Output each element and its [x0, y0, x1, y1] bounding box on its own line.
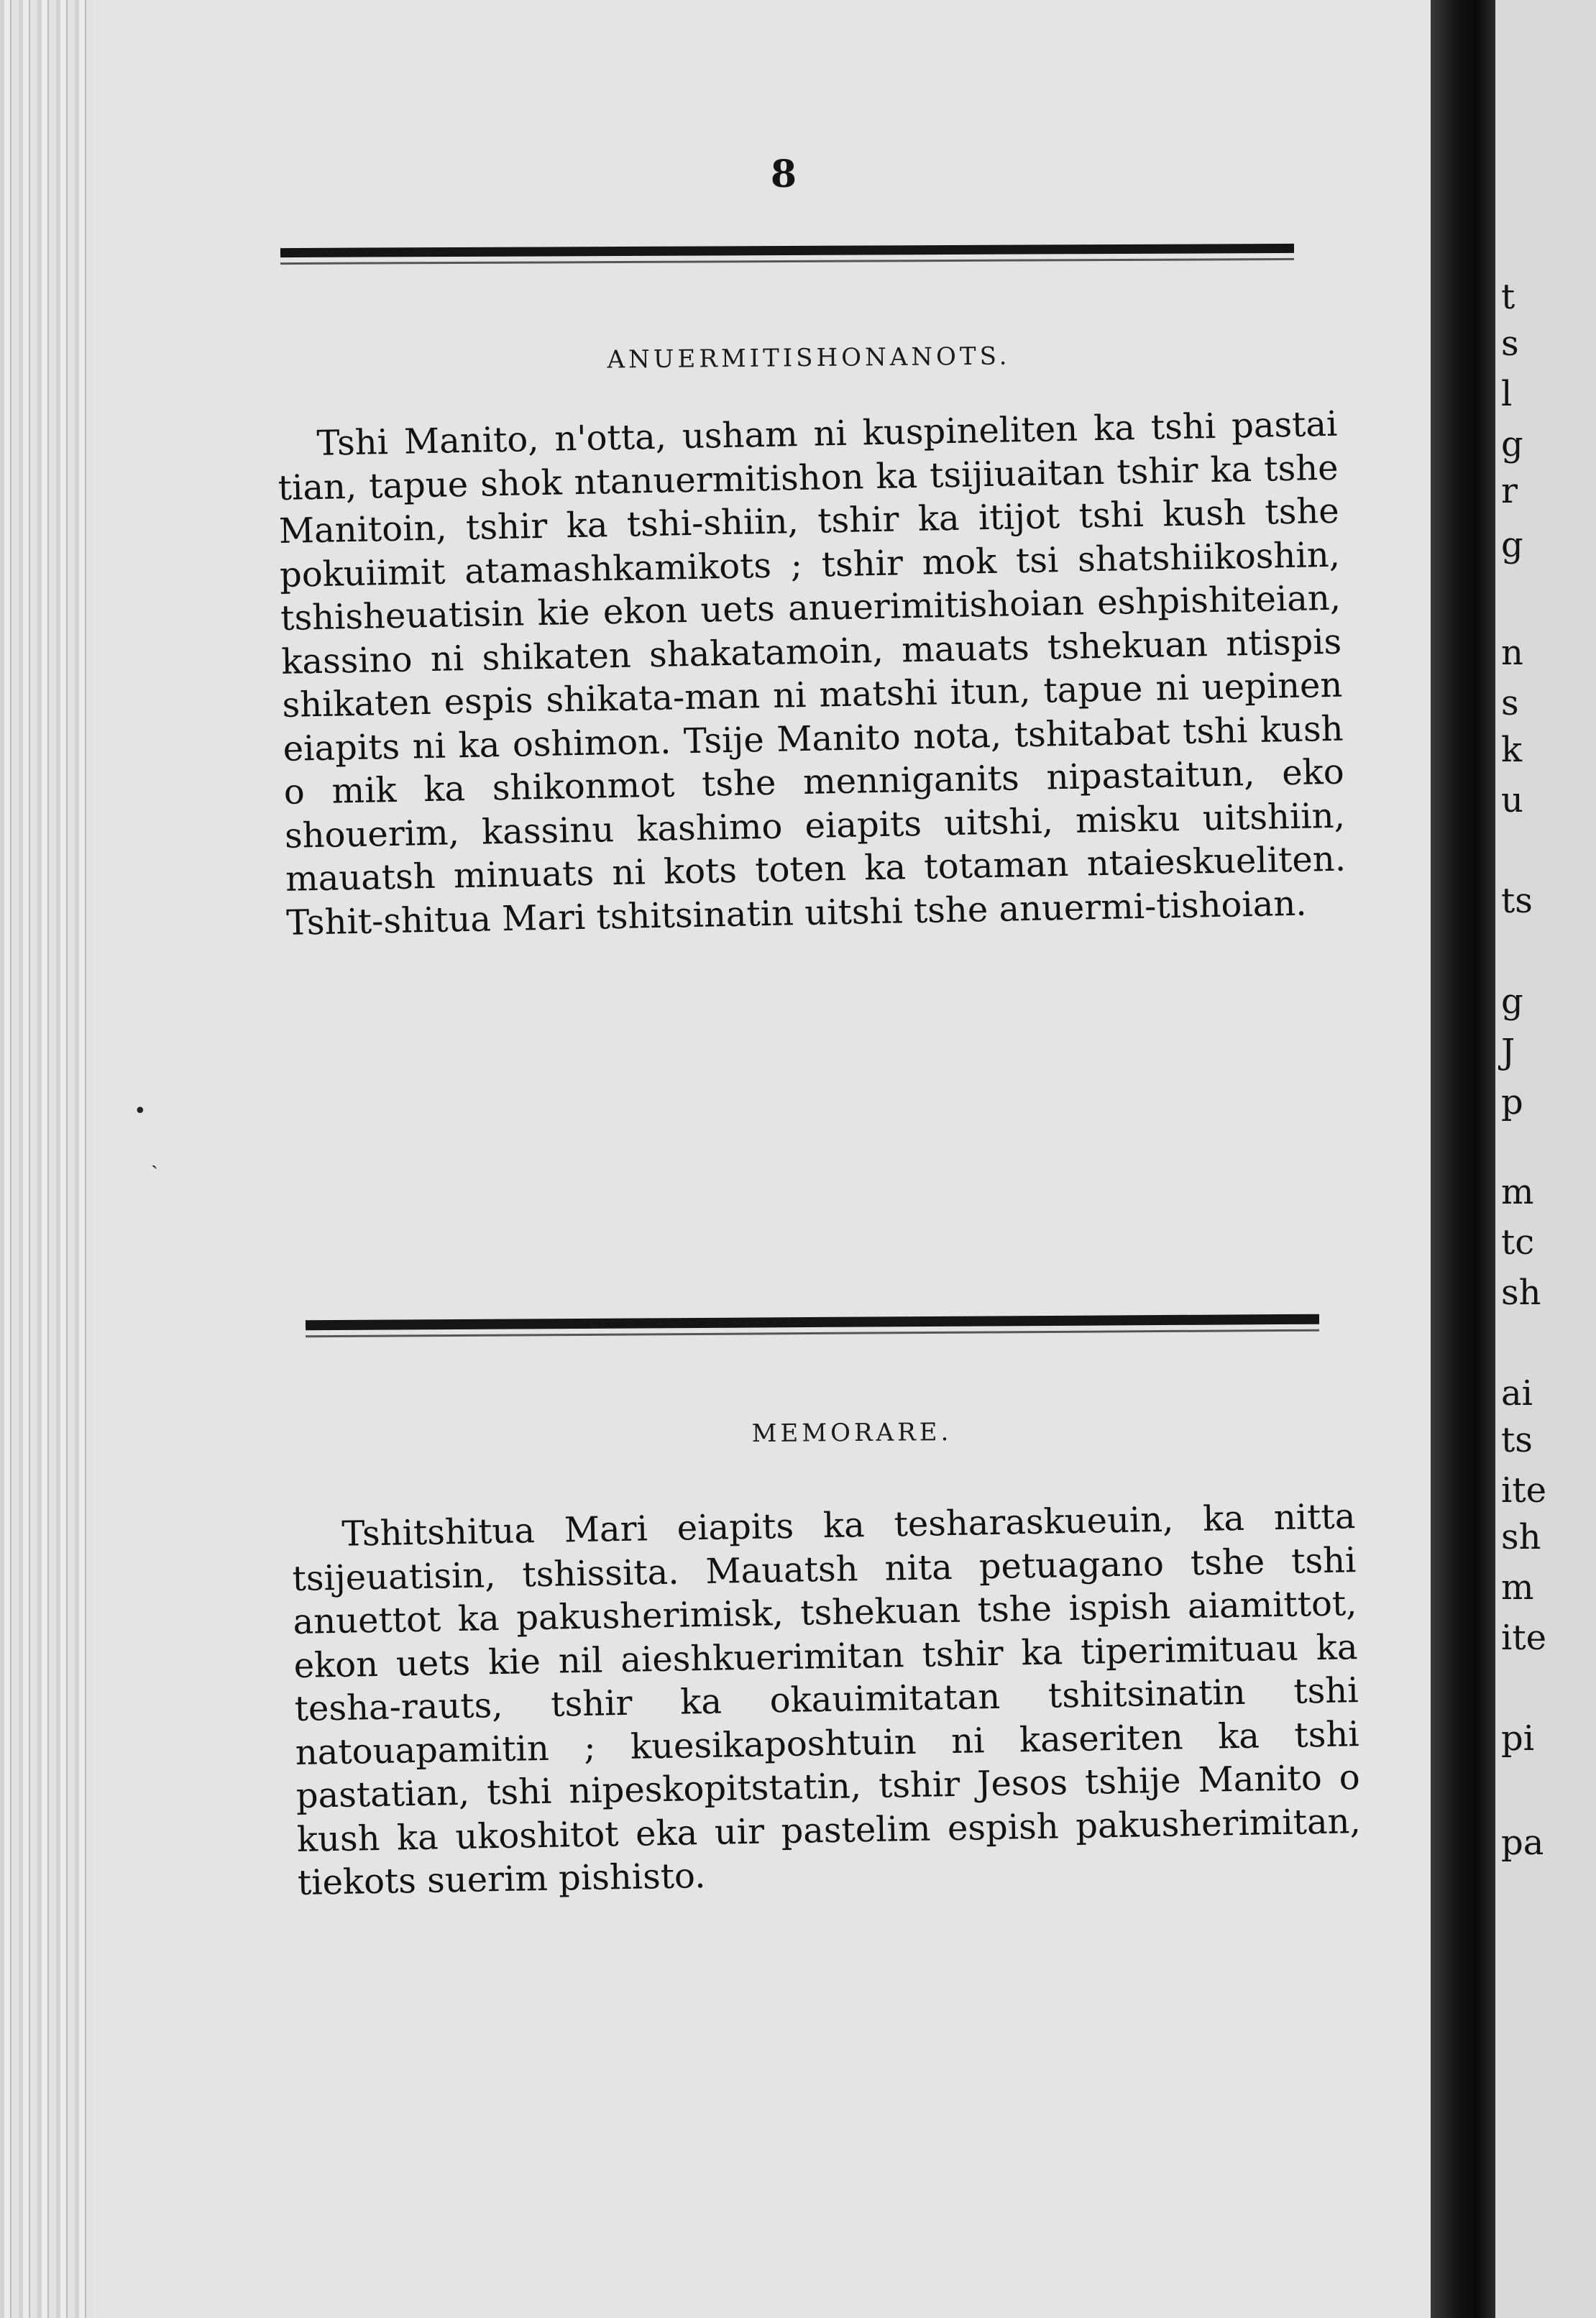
top-rule — [280, 244, 1294, 257]
facing-page — [1495, 0, 1596, 2318]
fragment: ts — [1501, 1420, 1533, 1460]
fragment: pi — [1501, 1718, 1535, 1759]
fragment: s — [1501, 683, 1519, 723]
fragment: m — [1501, 1172, 1534, 1212]
fragment: n — [1501, 633, 1523, 673]
fragment: pa — [1501, 1823, 1544, 1863]
section-1-paragraph: Tshi Manito, n'otta, usham ni kuspineliten ka tshi pastai tian, tapue shok ntanuermitishon ka tsijiuaitan tshir ka tshe Manitoin, tshir ka tshi-shiin, tshir ka itijot tshi kush tshe pokuiimit atamashkamikots ; tshir mok tsi shatshiikoshin, tshisheuatisin kie ekon uets anuerimitishoian eshpishiteian, kassino ni shikaten shakatamoin, mauats tshekuan ntispis shikaten espis shikata-man ni matshi itun, tapue ni uepinen eiapits ni ka oshimon. Tsije Manito nota, tshitabat tshi kush o mik ka shikonmot tshe menniganits nipastaitun, eko shouerim, kassinu kashimo eiapits uitshi, misku uitshiin, mauatsh minuats ni kots toten ka totaman ntaieskueliten. Tshit-shitua Mari tshitsinatin uitshi tshe anuermi-tishoian. — [278, 403, 1347, 943]
fragment: p — [1501, 1082, 1523, 1122]
fragment: ite — [1501, 1618, 1547, 1658]
section-2-heading: MEMORARE. — [751, 1418, 953, 1448]
margin-dot: • — [134, 1099, 147, 1124]
stacked-page-edges — [0, 0, 93, 2318]
fragment: sh — [1501, 1273, 1541, 1313]
fragment: s — [1501, 324, 1519, 364]
book-gutter — [1431, 0, 1495, 2318]
margin-tick: ˏ — [151, 1145, 158, 1170]
fragment: g — [1501, 424, 1523, 464]
fragment: g — [1501, 981, 1523, 1022]
section-2-paragraph: Tshitshitua Mari eiapits ka tesharaskueuin, ka nitta tsijeuatisin, tshissita. Mauatsh nita petuagano tshe tshi anuettot ka pakusherimisk, tshekuan tshe ispish aiamittot, ekon uets kie nil aieshkuerimitan tshir ka tiperimituau ka tesha-rauts, tshir ka okauimitatan tshitsinatin tshi natouapamitin ; kuesikaposhtuin ni kaseriten ka tshi pastatian, tshi nipeskopitstatin, tshir Jesos tshije Manito o kush ka ukoshitot eka uir pastelim espish pakusherimitan, tiekots suerim pishisto. — [292, 1496, 1362, 1903]
fragment: ite — [1501, 1470, 1547, 1511]
fragment: ts — [1501, 881, 1533, 921]
top-rule-thin — [280, 258, 1294, 265]
fragment: tc — [1501, 1222, 1535, 1263]
middle-rule — [306, 1314, 1319, 1331]
fragment: r — [1501, 471, 1518, 511]
fragment: u — [1501, 780, 1523, 820]
fragment: k — [1501, 730, 1523, 770]
middle-rule-thin — [306, 1329, 1319, 1338]
fragment: ai — [1501, 1373, 1533, 1414]
fragment: g — [1501, 525, 1523, 565]
facing-page-fragments — [1501, 0, 1596, 2318]
fragment: sh — [1501, 1517, 1541, 1557]
page-number: 8 — [770, 152, 797, 196]
section-1-heading: ANUERMITISHONANOTS. — [607, 342, 1011, 375]
fragment: t — [1501, 277, 1515, 317]
fragment: l — [1501, 374, 1513, 414]
fragment: m — [1501, 1567, 1534, 1608]
fragment: J — [1501, 1032, 1515, 1072]
